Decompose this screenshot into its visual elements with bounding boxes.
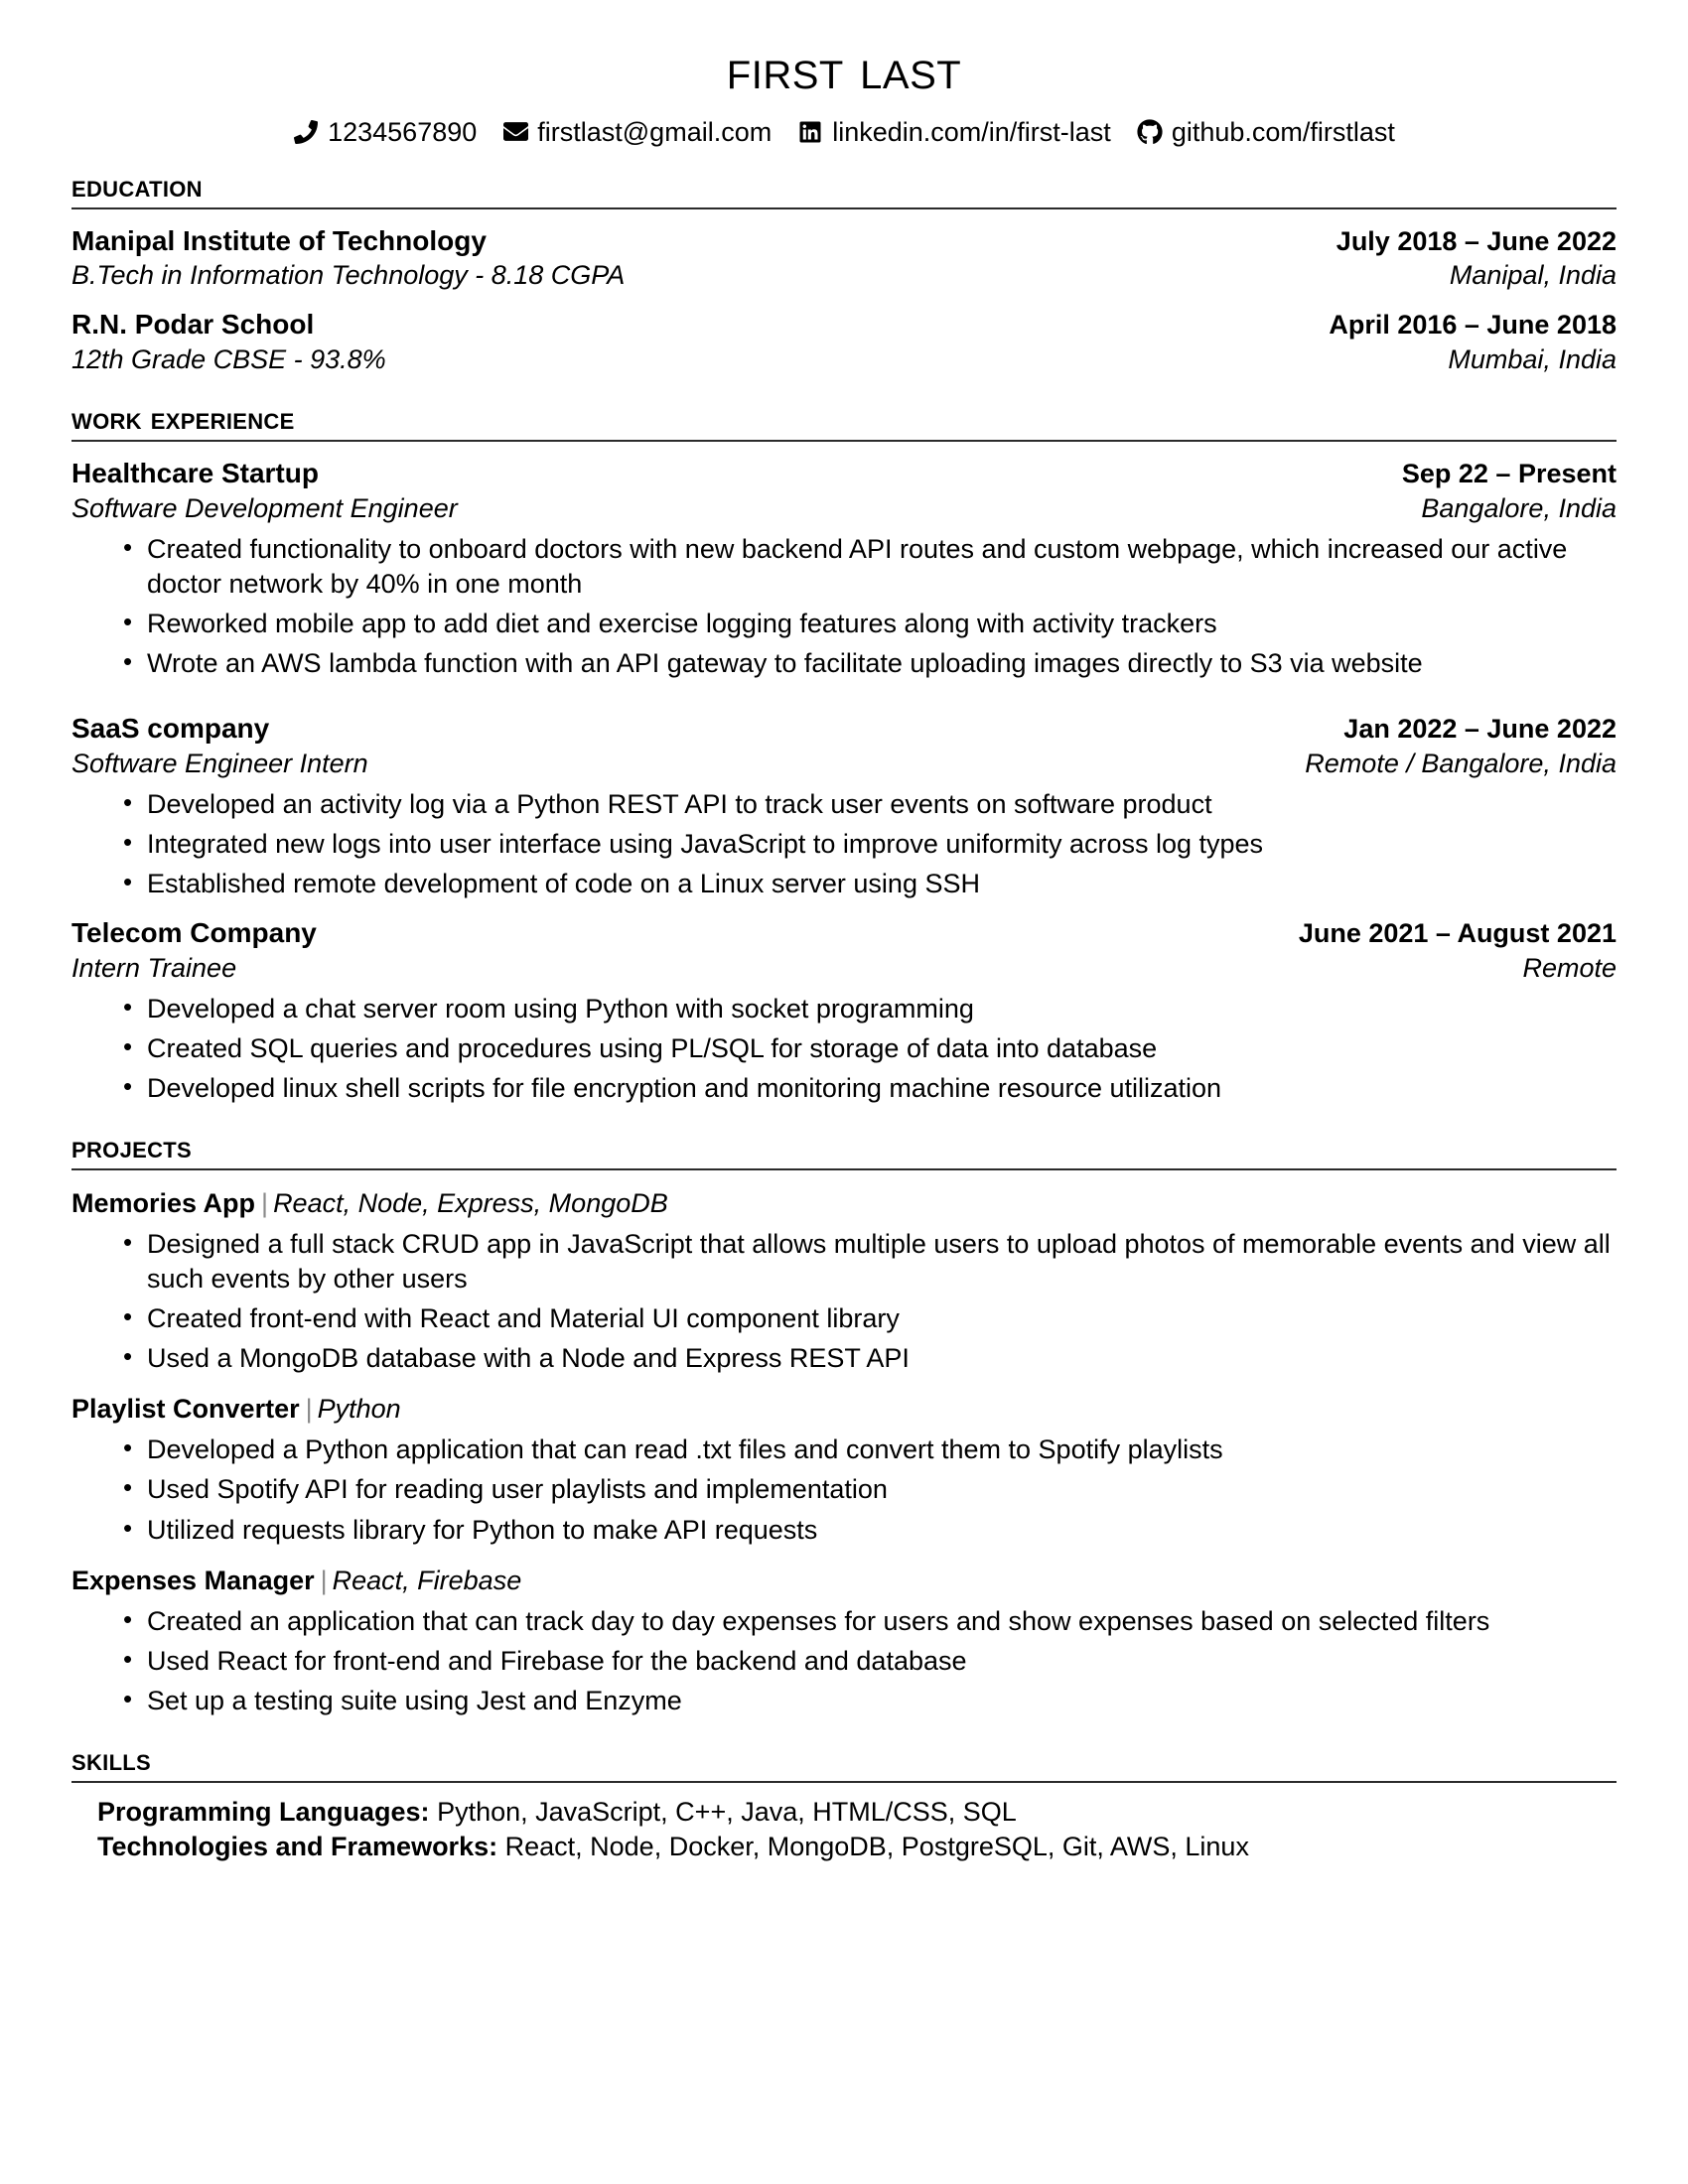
contact-row — [71, 118, 1617, 145]
project-separator: | — [261, 1187, 269, 1218]
section-divider — [71, 1781, 1617, 1783]
envelope-icon — [502, 119, 528, 145]
skill-line — [97, 1830, 1617, 1865]
education-entry — [71, 223, 1617, 294]
entry-top-line — [71, 307, 1617, 342]
list-item: • Used React for front-end and Firebase for the backend and database — [71, 1644, 1617, 1679]
phone-icon — [293, 119, 319, 145]
list-item: • Reworked mobile app to add diet and exercise logging features along with activity trackers — [71, 607, 1617, 641]
list-item: • Integrated new logs into user interface using JavaScript to improve uniformity across log types — [71, 827, 1617, 862]
entry-sub-line — [71, 951, 1617, 986]
project-tech-stack: React, Node, Express, MongoDB — [273, 1187, 668, 1218]
list-item: • Designed a full stack CRUD app in JavaScript that allows multiple users to upload photos of memorable events and view all such events by other users — [71, 1227, 1617, 1297]
education-degree: 12th Grade CBSE - 93.8% — [71, 344, 386, 375]
contact-phone-text: 1234567890 — [328, 117, 478, 147]
work-dates: June 2021 – August 2021 — [1298, 918, 1617, 949]
project-name: Expenses Manager — [71, 1565, 315, 1595]
work-dates: Jan 2022 – June 2022 — [1343, 714, 1617, 744]
work-title: Intern Trainee — [71, 952, 237, 983]
education-degree: B.Tech in Information Technology - 8.18 CGPA — [71, 260, 626, 291]
section-divider — [71, 1168, 1617, 1170]
project-separator: | — [305, 1394, 313, 1425]
work-bullet-list — [71, 532, 1617, 681]
section-divider — [71, 440, 1617, 442]
work-entry — [71, 711, 1617, 901]
work-company: Telecom Company — [71, 917, 317, 949]
list-item: • Created an application that can track day to day expenses for users and show expenses based on selected filters — [71, 1604, 1617, 1639]
entry-top-line — [71, 915, 1617, 951]
section-work-experience — [71, 403, 1617, 1106]
work-bullet-list — [71, 787, 1617, 901]
resume-header — [71, 38, 1617, 147]
list-item: • Developed a Python application that can read .txt files and convert them to Spotify playlists — [71, 1433, 1617, 1467]
education-location: Mumbai, India — [1448, 344, 1617, 375]
github-icon — [1137, 119, 1163, 145]
entry-top-line — [71, 223, 1617, 259]
list-item: • Wrote an AWS lambda function with an API gateway to facilitate uploading images directly to S3 via website — [71, 646, 1617, 681]
project-tech-stack: Python — [317, 1394, 401, 1425]
list-item: • Developed linux shell scripts for file encryption and monitoring machine resource utilization — [71, 1071, 1617, 1106]
entry-top-line — [71, 711, 1617, 747]
project-bullet-list — [71, 1433, 1617, 1547]
education-dates: April 2016 – June 2018 — [1329, 310, 1617, 341]
list-item: • Created SQL queries and procedures using PL/SQL for storage of data into database — [71, 1031, 1617, 1066]
section-projects — [71, 1132, 1617, 1718]
work-company: Healthcare Startup — [71, 457, 319, 488]
skill-value: Python, JavaScript, C++, Java, HTML/CSS, SQL — [437, 1796, 1017, 1827]
contact-phone[interactable] — [293, 118, 477, 145]
list-item: • Set up a testing suite using Jest and Enzyme — [71, 1684, 1617, 1718]
section-divider — [71, 207, 1617, 209]
work-company: SaaS company — [71, 713, 270, 744]
project-heading — [71, 1564, 1617, 1598]
contact-github-text: github.com/firstlast — [1171, 117, 1395, 147]
entry-sub-line — [71, 747, 1617, 781]
project-entry — [71, 1186, 1617, 1376]
skill-value: React, Node, Docker, MongoDB, PostgreSQL, Git, AWS, Linux — [504, 1832, 1249, 1862]
skills-body — [71, 1795, 1617, 1865]
list-item: • Developed an activity log via a Python REST API to track user events on software product — [71, 787, 1617, 822]
project-entry — [71, 1564, 1617, 1718]
list-item: • Established remote development of code on a Linux server using SSH — [71, 867, 1617, 901]
work-bullet-list — [71, 992, 1617, 1106]
work-title: Software Development Engineer — [71, 492, 458, 523]
list-item: • Developed a chat server room using Python with socket programming — [71, 992, 1617, 1026]
work-entry — [71, 915, 1617, 1106]
education-dates: July 2018 – June 2022 — [1336, 225, 1617, 256]
contact-linkedin-text: linkedin.com/in/first-last — [832, 117, 1111, 147]
project-heading — [71, 1186, 1617, 1221]
project-bullet-list — [71, 1227, 1617, 1376]
project-separator: | — [320, 1565, 328, 1595]
skill-label: Programming Languages: — [97, 1796, 430, 1827]
entry-sub-line — [71, 258, 1617, 293]
education-entry — [71, 307, 1617, 377]
linkedin-icon — [797, 119, 823, 145]
contact-github[interactable] — [1137, 118, 1395, 145]
section-title-projects: projects — [71, 1130, 192, 1165]
project-bullet-list — [71, 1604, 1617, 1718]
project-heading — [71, 1392, 1617, 1427]
entry-sub-line — [71, 491, 1617, 526]
section-education — [71, 171, 1617, 377]
list-item: • Created front-end with React and Material UI component library — [71, 1301, 1617, 1336]
work-location: Bangalore, India — [1421, 492, 1617, 523]
resume-document — [71, 38, 1617, 1865]
entry-top-line — [71, 456, 1617, 491]
list-item: • Used Spotify API for reading user playlists and implementation — [71, 1472, 1617, 1507]
work-location: Remote — [1522, 952, 1617, 983]
skill-line — [97, 1795, 1617, 1831]
contact-email[interactable] — [502, 118, 772, 145]
section-skills — [71, 1744, 1617, 1865]
list-item: • Utilized requests library for Python to make API requests — [71, 1513, 1617, 1548]
entry-sub-line — [71, 342, 1617, 377]
list-item: • Used a MongoDB database with a Node and Express REST API — [71, 1341, 1617, 1376]
education-institution: R.N. Podar School — [71, 309, 315, 341]
skill-label: Technologies and Frameworks: — [97, 1832, 498, 1862]
education-institution: Manipal Institute of Technology — [71, 224, 487, 256]
contact-email-text: firstlast@gmail.com — [537, 117, 773, 147]
section-title-education: education — [71, 169, 203, 204]
project-name: Memories App — [71, 1187, 256, 1218]
work-entry — [71, 456, 1617, 681]
work-dates: Sep 22 – Present — [1401, 458, 1617, 488]
project-entry — [71, 1392, 1617, 1547]
project-tech-stack: React, Firebase — [332, 1565, 522, 1595]
spacer — [71, 681, 1617, 697]
education-location: Manipal, India — [1449, 260, 1617, 291]
work-location: Remote / Bangalore, India — [1305, 748, 1617, 778]
contact-linkedin[interactable] — [797, 118, 1111, 145]
project-name: Playlist Converter — [71, 1394, 300, 1425]
work-title: Software Engineer Intern — [71, 748, 368, 778]
page-title: first last — [726, 38, 962, 101]
list-item: • Created functionality to onboard doctors with new backend API routes and custom webpage, which increased our active doctor network by 40% in one month — [71, 532, 1617, 602]
section-title-skills: skills — [71, 1742, 152, 1778]
section-title-work-experience: work experience — [71, 401, 295, 437]
